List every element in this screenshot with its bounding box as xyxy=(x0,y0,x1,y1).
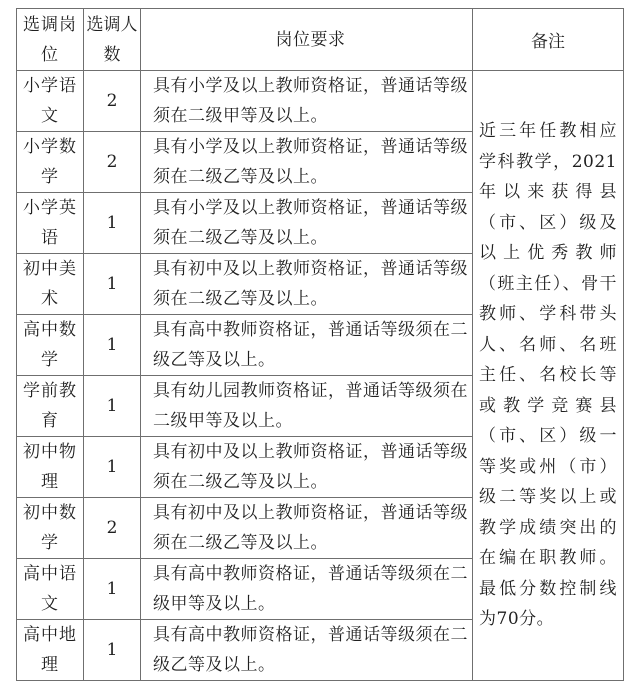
position-cell: 高中数学 xyxy=(17,315,84,376)
requirement-cell: 具有小学及以上教师资格证，普通话等级须在二级乙等及以上。 xyxy=(141,132,473,193)
count-cell: 2 xyxy=(84,132,141,193)
header-note: 备注 xyxy=(473,9,624,71)
requirement-cell: 具有初中及以上教师资格证，普通话等级须在二级乙等及以上。 xyxy=(141,498,473,559)
position-cell: 初中数学 xyxy=(17,498,84,559)
count-cell: 1 xyxy=(84,254,141,315)
table-header-row xyxy=(17,9,624,71)
position-cell: 小学数学 xyxy=(17,132,84,193)
position-cell: 小学英语 xyxy=(17,193,84,254)
recruitment-table xyxy=(16,8,624,681)
position-cell: 初中美术 xyxy=(17,254,84,315)
requirement-cell: 具有高中教师资格证，普通话等级须在二级乙等及以上。 xyxy=(141,315,473,376)
header-count: 选调人数 xyxy=(84,9,141,71)
requirement-cell: 具有初中及以上教师资格证，普通话等级须在二级乙等及以上。 xyxy=(141,437,473,498)
count-cell: 1 xyxy=(84,559,141,620)
position-cell: 初中物理 xyxy=(17,437,84,498)
header-position: 选调岗位 xyxy=(17,9,84,71)
count-cell: 1 xyxy=(84,315,141,376)
note-cell: 近三年任教相应学科教学，2021年以来获得县（市、区）级及以上优秀教师（班主任）、骨干教师、学科带头人、名师、名班主任、名校长等或教学竞赛县（市、区）级一等奖或州（市）级二等奖以上或教学成绩突出的在编在职教师。最低分数控制线为70分。 xyxy=(473,71,624,681)
count-cell: 1 xyxy=(84,376,141,437)
count-cell: 1 xyxy=(84,620,141,681)
count-cell: 1 xyxy=(84,437,141,498)
position-cell: 高中地理 xyxy=(17,620,84,681)
table-row xyxy=(17,71,624,132)
position-cell: 学前教育 xyxy=(17,376,84,437)
requirement-cell: 具有初中及以上教师资格证，普通话等级须在二级乙等及以上。 xyxy=(141,254,473,315)
count-cell: 2 xyxy=(84,71,141,132)
requirement-cell: 具有高中教师资格证，普通话等级须在二级乙等及以上。 xyxy=(141,620,473,681)
count-cell: 2 xyxy=(84,498,141,559)
requirement-cell: 具有小学及以上教师资格证，普通话等级须在二级乙等及以上。 xyxy=(141,193,473,254)
requirement-cell: 具有高中教师资格证，普通话等级须在二级甲等及以上。 xyxy=(141,559,473,620)
count-cell: 1 xyxy=(84,193,141,254)
position-cell: 小学语文 xyxy=(17,71,84,132)
requirement-cell: 具有幼儿园教师资格证，普通话等级须在二级甲等及以上。 xyxy=(141,376,473,437)
header-requirement: 岗位要求 xyxy=(141,9,473,71)
requirement-cell: 具有小学及以上教师资格证，普通话等级须在二级甲等及以上。 xyxy=(141,71,473,132)
position-cell: 高中语文 xyxy=(17,559,84,620)
